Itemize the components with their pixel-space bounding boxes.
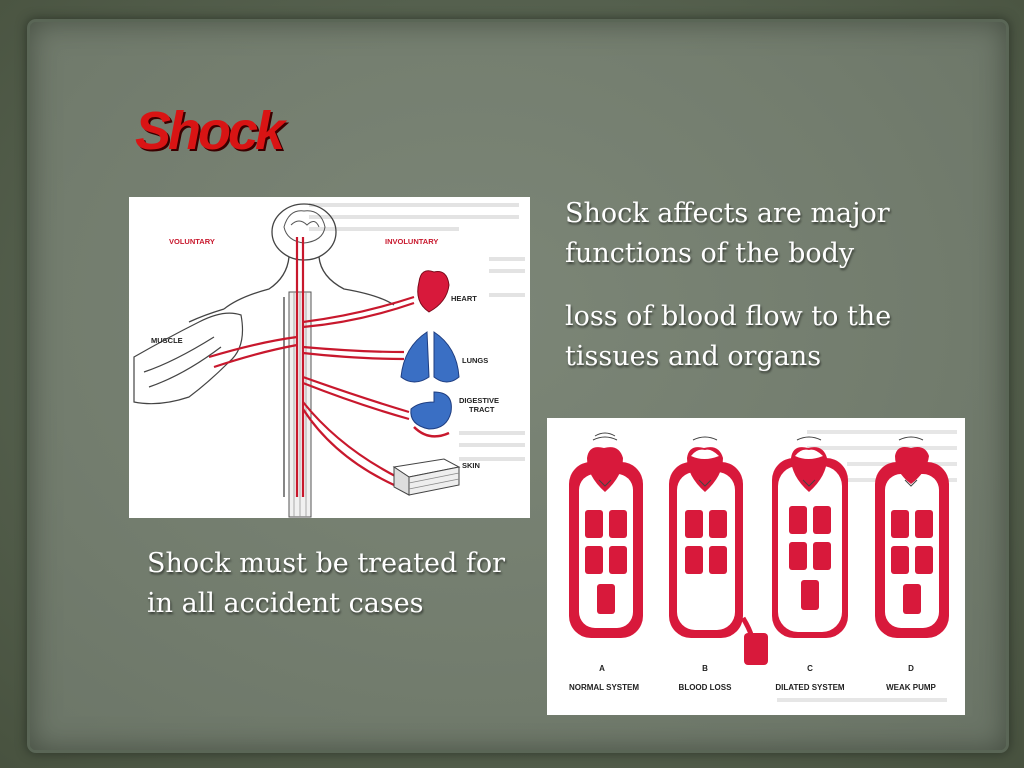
panel-normal-system [569, 433, 643, 638]
panel-weak-pump [875, 437, 949, 638]
label-involuntary: INVOLUNTARY [385, 237, 439, 246]
label-voluntary: VOLUNTARY [169, 237, 215, 246]
panel-blood-loss [669, 437, 768, 665]
label-heart: HEART [451, 294, 477, 303]
panel-dilated-system [772, 437, 848, 638]
label-muscle: MUSCLE [151, 336, 183, 345]
bullet-text-treatment: Shock must be treated for in all accident cases [147, 548, 506, 619]
panel-caption-b: BLOOD LOSS [678, 683, 732, 692]
skin-block [394, 459, 459, 495]
digestive-organ [411, 392, 452, 436]
bullet-text-functions: Shock affects are major functions of the body [565, 198, 890, 269]
lungs-organ [401, 332, 459, 382]
brain-drawing [284, 211, 325, 243]
panel-caption-c: DILATED SYSTEM [775, 683, 845, 692]
label-tract: TRACT [469, 405, 495, 414]
panel-letter-b: B [702, 664, 708, 673]
panel-letter-a: A [599, 664, 605, 673]
label-digestive: DIGESTIVE [459, 396, 500, 405]
arm-drawing [134, 313, 243, 404]
heart-organ [418, 271, 449, 312]
label-skin: SKIN [462, 461, 480, 470]
panel-caption-d: WEAK PUMP [886, 683, 936, 692]
circulation-conditions-illustration [547, 418, 965, 715]
slide-title: Shock [135, 101, 283, 161]
panel-letter-d: D [908, 664, 914, 673]
nervous-system-drawing [129, 197, 530, 518]
bullet-text-blood-flow: loss of blood flow to the tissues and organs [565, 301, 892, 372]
panel-letter-c: C [807, 664, 813, 673]
circulation-drawing [547, 418, 965, 715]
panel-caption-a: NORMAL SYSTEM [568, 683, 640, 692]
label-lungs: LUNGS [462, 356, 489, 365]
nervous-system-illustration [129, 197, 530, 518]
